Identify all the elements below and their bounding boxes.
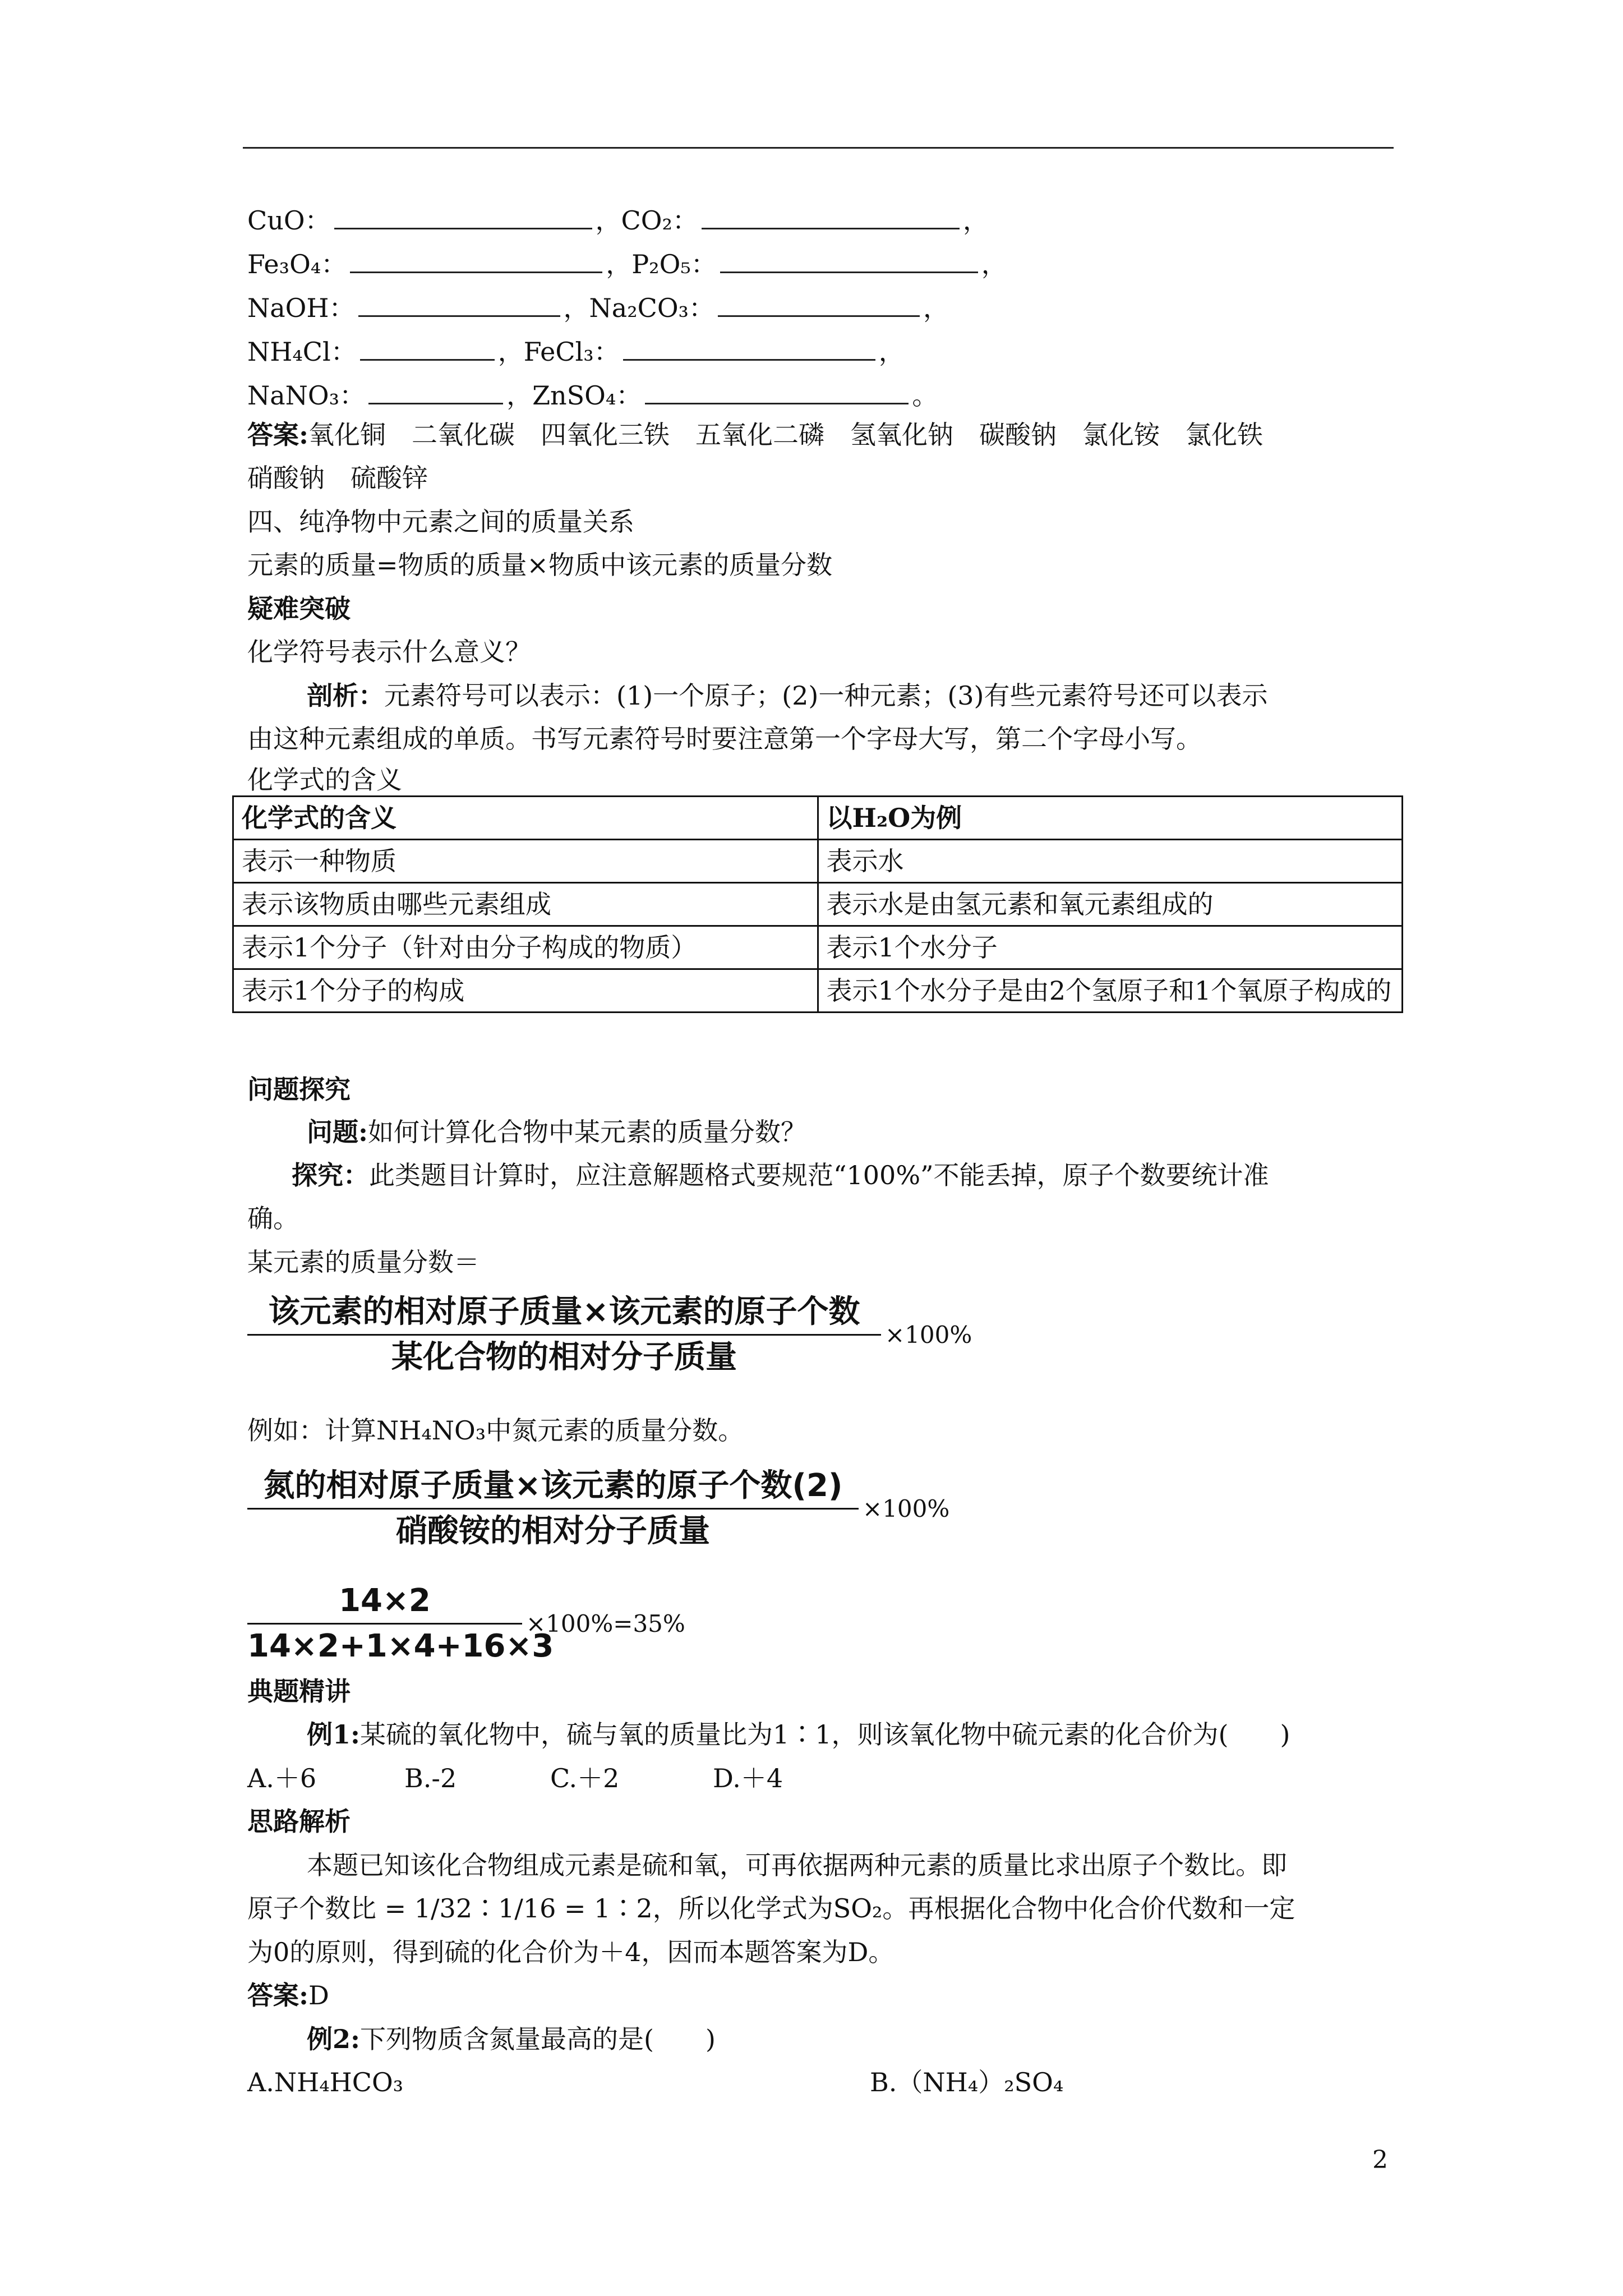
- fill-end: ，: [923, 293, 949, 323]
- fraction-denominator: 硝酸铵的相对分子质量: [396, 1513, 710, 1549]
- analysis-label: 剖析：: [307, 680, 384, 711]
- answer-line-2: [247, 1978, 329, 2012]
- table-header-row: [233, 797, 1403, 840]
- answer-blank[interactable]: [358, 291, 560, 317]
- problem-label: 问题:: [307, 1117, 368, 1147]
- option-b: B.（NH₄）₂SO₄: [870, 2067, 1064, 2097]
- section-title: 四、纯净物中元素之间的质量关系: [247, 507, 634, 537]
- table-row: [233, 926, 1403, 969]
- table-row: [233, 840, 1403, 883]
- mass-fraction-label: 某元素的质量分数＝: [247, 1247, 479, 1277]
- example1-line: [307, 1718, 1290, 1751]
- fraction-multiplier: ×100%: [863, 1495, 950, 1522]
- fraction-numeric: [247, 1579, 554, 1668]
- fill-label: NH₄Cl：: [247, 337, 357, 367]
- section-formula: 元素的质量=物质的质量×物质中该元素的质量分数: [247, 550, 833, 580]
- example2-label: 例2:: [307, 2024, 360, 2054]
- answer-blank[interactable]: [350, 247, 602, 273]
- table-cell: 表示1个水分子: [818, 926, 1403, 969]
- answer-blank[interactable]: [360, 334, 495, 361]
- table-cell: 表示一种物质: [233, 840, 818, 883]
- fraction-mass-percent: [247, 1290, 881, 1379]
- option-a: A.＋6: [247, 1763, 317, 1793]
- fill-line-4: [247, 334, 905, 369]
- answer-blank[interactable]: [702, 203, 960, 229]
- fill-label: CuO：: [247, 205, 331, 236]
- fill-end: ，: [981, 249, 1007, 279]
- fraction-multiplier: ×100%: [885, 1321, 972, 1349]
- table-cell: 表示水是由氢元素和氧元素组成的: [818, 883, 1403, 926]
- answer-blank[interactable]: [368, 378, 503, 404]
- formula-meaning-table: [232, 795, 1403, 1013]
- inquiry-heading: 问题探究: [247, 1074, 351, 1105]
- answer-text-cont: 硝酸钠 硫酸锌: [247, 463, 428, 493]
- table-caption: 化学式的含义: [247, 765, 402, 795]
- fill-line-3: [247, 291, 949, 325]
- fill-line-1: [247, 203, 989, 237]
- table-cell: 表示1个水分子是由2个氢原子和1个氧原子构成的: [818, 969, 1403, 1013]
- table-header-cell: 化学式的含义: [233, 797, 818, 840]
- fraction-numerator: 14×2: [339, 1582, 431, 1619]
- answer-text: 氧化铜 二氧化碳 四氧化三铁 五氧化二磷 氢氧化钠 碳酸钠 氯化铵 氯化铁: [308, 420, 1263, 450]
- answer-blank[interactable]: [623, 334, 875, 361]
- answer-line-1: [247, 418, 1263, 452]
- thinking-text: 本题已知该化合物组成元素是硫和氧，可再依据两种元素的质量比求出原子个数比。即: [307, 1850, 1287, 1880]
- problem-text: 如何计算化合物中某元素的质量分数？: [367, 1117, 806, 1147]
- fill-label: NaNO₃：: [247, 380, 366, 411]
- fill-label: ，Na₂CO₃：: [563, 293, 714, 323]
- typical-heading: 典题精讲: [247, 1676, 351, 1706]
- option-b: B.-2: [404, 1763, 457, 1793]
- thinking-text: 原子个数比 = 1/32∶1/16 = 1∶2，所以化学式为SO₂。再根据化合物中化合价代数和一定: [247, 1893, 1295, 1924]
- table-row: [233, 969, 1403, 1013]
- example2-text: 下列物质含氮量最高的是( ): [360, 2024, 716, 2054]
- question-text: 化学符号表示什么意义？: [247, 637, 531, 667]
- fill-label: Fe₃O₄：: [247, 249, 347, 279]
- analysis-text: 元素符号可以表示：(1)一个原子；(2)一种元素；(3)有些元素符号还可以表示: [384, 680, 1268, 711]
- answer-blank[interactable]: [645, 378, 909, 404]
- difficulty-heading: 疑难突破: [247, 593, 351, 624]
- analysis-line: [307, 679, 1267, 712]
- answer-blank[interactable]: [720, 247, 978, 273]
- explore-label: 探究：: [292, 1160, 369, 1190]
- thinking-heading: 思路解析: [247, 1806, 351, 1837]
- table-cell: 表示1个分子的构成: [233, 969, 818, 1013]
- fill-label: ，FeCl₃：: [497, 337, 620, 367]
- option-c: C.＋2: [550, 1763, 620, 1793]
- page-number: 2: [1372, 2146, 1388, 2174]
- fill-line-2: [247, 247, 1007, 281]
- fraction-numerator: 该元素的相对原子质量×该元素的原子个数: [268, 1294, 860, 1330]
- fraction-denominator: 某化合物的相对分子质量: [391, 1339, 737, 1375]
- fraction-denominator: 14×2+1×4+16×3: [247, 1628, 554, 1664]
- thinking-text: 为0的原则，得到硫的化合价为＋4，因而本题答案为D。: [247, 1937, 895, 1967]
- explore-text: 此类题目计算时，应注意解题格式要规范“100%”不能丢掉，原子个数要统计准: [369, 1160, 1269, 1190]
- answer-blank[interactable]: [334, 203, 592, 229]
- fill-end: 。: [912, 380, 938, 411]
- example1-label: 例1:: [307, 1719, 360, 1750]
- fill-label: NaOH：: [247, 293, 355, 323]
- fraction-result: ×100%=35%: [526, 1610, 685, 1637]
- fill-label: ，CO₂：: [595, 205, 698, 236]
- table-row: [233, 883, 1403, 926]
- fraction-nitrogen: [247, 1464, 859, 1553]
- answer-blank[interactable]: [718, 291, 920, 317]
- problem-line: [307, 1115, 806, 1149]
- analysis-text-cont: 由这种元素组成的单质。书写元素符号时要注意第一个字母大写，第二个字母小写。: [247, 724, 1202, 754]
- answer-text: D: [308, 1980, 329, 2010]
- answer-label: 答案:: [247, 420, 308, 450]
- table-cell: 表示水: [818, 840, 1403, 883]
- example1-text: 某硫的氧化物中，硫与氧的质量比为1∶1，则该氧化物中硫元素的化合价为( ): [360, 1719, 1290, 1750]
- fill-line-5: [247, 378, 938, 412]
- table-cell: 表示1个分子（针对由分子构成的物质）: [233, 926, 818, 969]
- explore-line: [292, 1158, 1269, 1192]
- table-header-cell: 以H₂O为例: [818, 797, 1403, 840]
- answer-label: 答案:: [247, 1980, 308, 2010]
- fill-end: ，: [878, 337, 905, 367]
- fill-label: ，P₂O₅：: [606, 249, 717, 279]
- fill-end: ，: [962, 205, 989, 236]
- option-d: D.＋4: [713, 1763, 783, 1793]
- option-a: A.NH₄HCO₃: [247, 2067, 404, 2097]
- fraction-numerator: 氮的相对原子质量×该元素的原子个数(2): [263, 1467, 843, 1504]
- header-rule: [243, 147, 1394, 149]
- fill-label: ，ZnSO₄：: [506, 380, 642, 411]
- explore-text-cont: 确。: [247, 1203, 299, 1234]
- table-cell: 表示该物质由哪些元素组成: [233, 883, 818, 926]
- example2-line: [307, 2022, 716, 2056]
- example-text: 例如：计算NH₄NO₃中氮元素的质量分数。: [247, 1415, 744, 1446]
